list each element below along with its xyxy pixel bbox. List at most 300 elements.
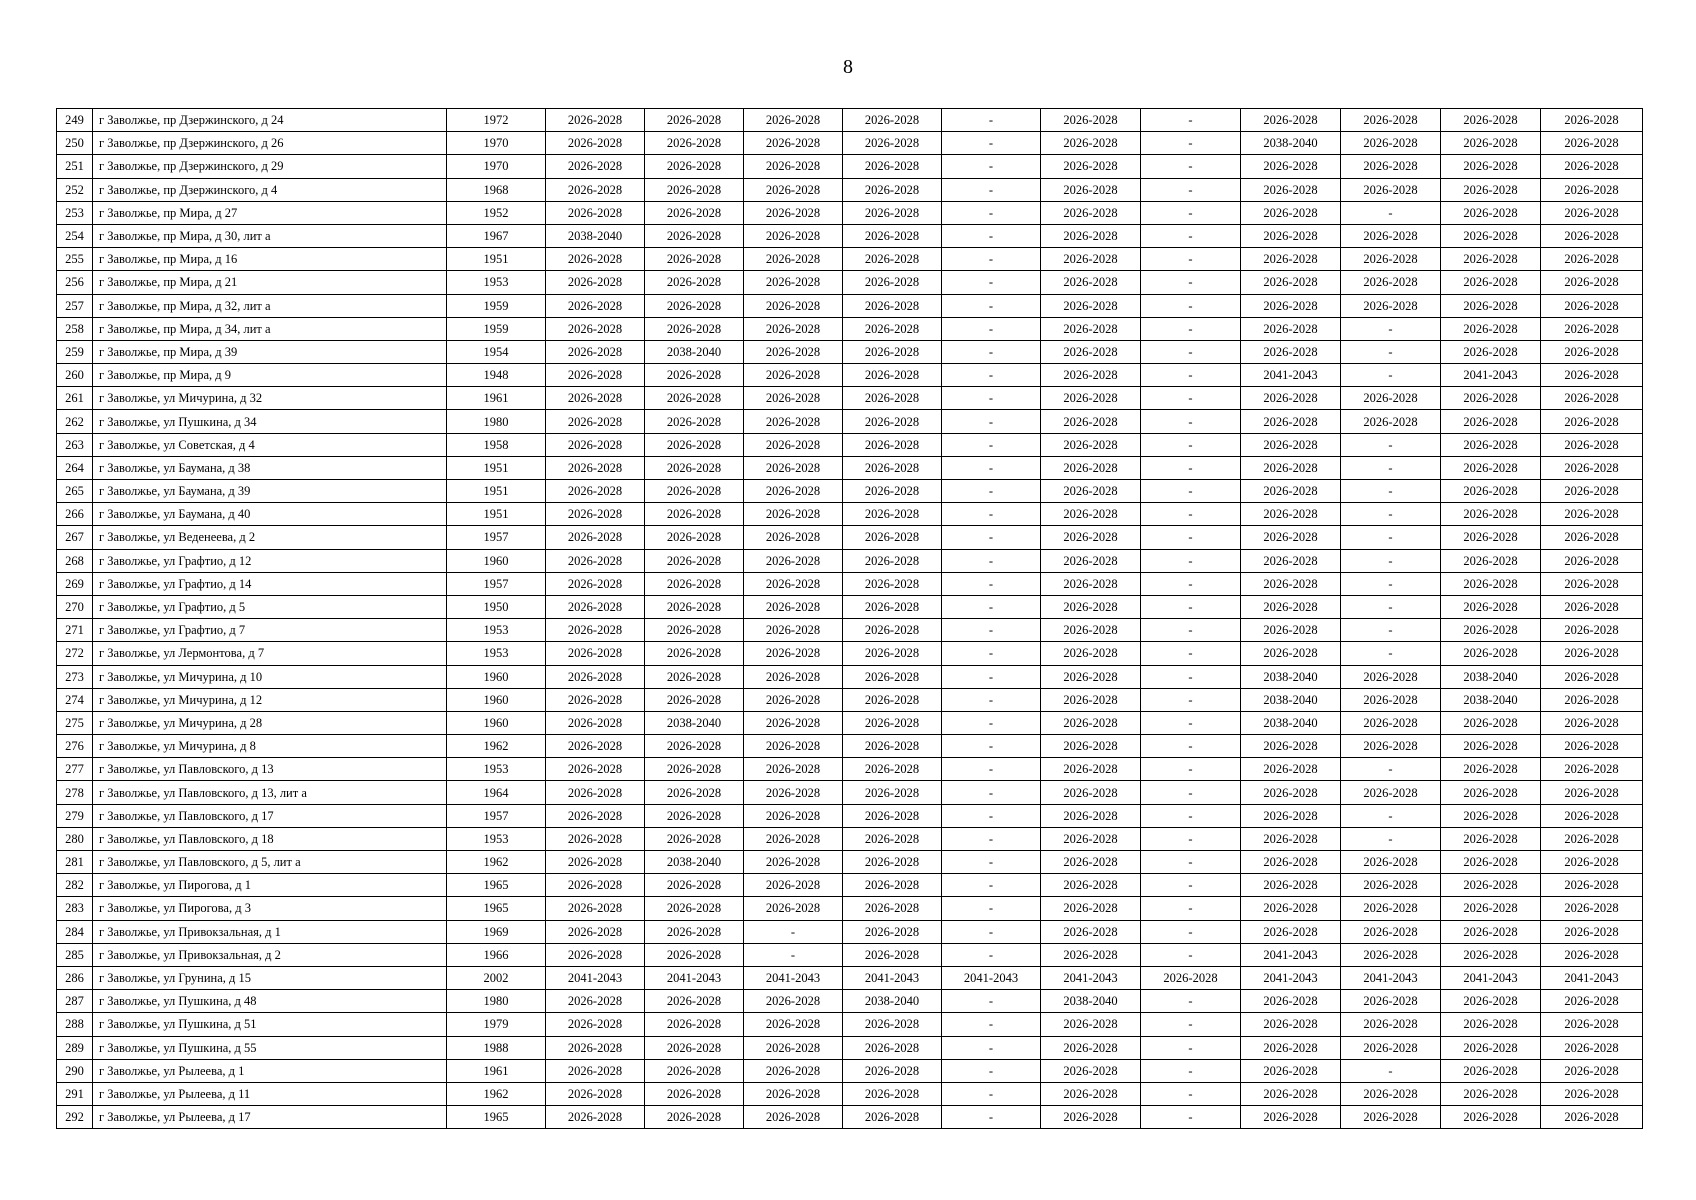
table-row — [57, 503, 1643, 526]
cell-period-11: 2026-2028 — [1541, 294, 1643, 317]
cell-period-9: 2026-2028 — [1341, 781, 1441, 804]
cell-period-4: 2026-2028 — [843, 294, 942, 317]
cell-period-4: 2026-2028 — [843, 1106, 942, 1129]
cell-construction-year: 1951 — [447, 503, 546, 526]
cell-period-3: 2026-2028 — [744, 387, 843, 410]
cell-period-4: 2026-2028 — [843, 248, 942, 271]
cell-period-8: 2026-2028 — [1241, 271, 1341, 294]
cell-period-2: 2026-2028 — [645, 874, 744, 897]
cell-period-4: 2026-2028 — [843, 387, 942, 410]
cell-period-1: 2026-2028 — [546, 804, 645, 827]
cell-period-11: 2026-2028 — [1541, 224, 1643, 247]
cell-period-8: 2026-2028 — [1241, 1082, 1341, 1105]
cell-period-7: - — [1141, 874, 1241, 897]
cell-period-9: - — [1341, 526, 1441, 549]
cell-period-8: 2026-2028 — [1241, 781, 1341, 804]
cell-period-1: 2041-2043 — [546, 966, 645, 989]
cell-period-3: 2026-2028 — [744, 201, 843, 224]
cell-period-10: 2026-2028 — [1441, 178, 1541, 201]
cell-period-3: 2041-2043 — [744, 966, 843, 989]
cell-period-5: - — [942, 735, 1041, 758]
cell-construction-year: 1979 — [447, 1013, 546, 1036]
cell-period-2: 2026-2028 — [645, 433, 744, 456]
cell-period-8: 2038-2040 — [1241, 688, 1341, 711]
cell-period-5: - — [942, 503, 1041, 526]
cell-period-2: 2026-2028 — [645, 688, 744, 711]
cell-period-11: 2026-2028 — [1541, 665, 1643, 688]
cell-period-9: 2026-2028 — [1341, 943, 1441, 966]
cell-period-7: - — [1141, 178, 1241, 201]
cell-period-6: 2026-2028 — [1041, 109, 1141, 132]
cell-period-5: - — [942, 155, 1041, 178]
cell-period-9: 2026-2028 — [1341, 874, 1441, 897]
table-row — [57, 526, 1643, 549]
table-row — [57, 549, 1643, 572]
cell-construction-year: 1965 — [447, 874, 546, 897]
cell-period-1: 2026-2028 — [546, 340, 645, 363]
cell-period-1: 2026-2028 — [546, 503, 645, 526]
cell-period-8: 2041-2043 — [1241, 943, 1341, 966]
table-row — [57, 480, 1643, 503]
cell-row-number: 272 — [57, 642, 93, 665]
cell-period-8: 2026-2028 — [1241, 897, 1341, 920]
cell-address: г Заволжье, ул Баумана, д 38 — [93, 456, 447, 479]
cell-period-3: 2026-2028 — [744, 851, 843, 874]
cell-row-number: 262 — [57, 410, 93, 433]
table-row — [57, 966, 1643, 989]
cell-period-2: 2026-2028 — [645, 804, 744, 827]
cell-period-5: - — [942, 688, 1041, 711]
cell-period-10: 2026-2028 — [1441, 224, 1541, 247]
cell-construction-year: 1953 — [447, 271, 546, 294]
cell-row-number: 287 — [57, 990, 93, 1013]
cell-period-9: 2026-2028 — [1341, 920, 1441, 943]
cell-period-10: 2026-2028 — [1441, 897, 1541, 920]
cell-period-8: 2026-2028 — [1241, 456, 1341, 479]
table-row — [57, 248, 1643, 271]
cell-period-6: 2026-2028 — [1041, 480, 1141, 503]
table-row — [57, 1036, 1643, 1059]
cell-period-10: 2026-2028 — [1441, 619, 1541, 642]
cell-period-9: 2026-2028 — [1341, 1106, 1441, 1129]
cell-period-3: 2026-2028 — [744, 271, 843, 294]
cell-row-number: 258 — [57, 317, 93, 340]
cell-period-10: 2026-2028 — [1441, 781, 1541, 804]
table-row — [57, 456, 1643, 479]
cell-period-11: 2026-2028 — [1541, 503, 1643, 526]
cell-construction-year: 1951 — [447, 480, 546, 503]
cell-period-5: - — [942, 224, 1041, 247]
cell-address: г Заволжье, ул Мичурина, д 32 — [93, 387, 447, 410]
cell-period-5: - — [942, 874, 1041, 897]
cell-period-2: 2026-2028 — [645, 642, 744, 665]
cell-row-number: 286 — [57, 966, 93, 989]
cell-period-5: - — [942, 1036, 1041, 1059]
cell-period-3: 2026-2028 — [744, 224, 843, 247]
cell-period-10: 2038-2040 — [1441, 665, 1541, 688]
cell-period-1: 2026-2028 — [546, 572, 645, 595]
cell-period-10: 2026-2028 — [1441, 874, 1541, 897]
table-row — [57, 572, 1643, 595]
cell-period-11: 2026-2028 — [1541, 433, 1643, 456]
cell-period-8: 2026-2028 — [1241, 201, 1341, 224]
cell-period-6: 2026-2028 — [1041, 1106, 1141, 1129]
cell-period-9: - — [1341, 619, 1441, 642]
cell-period-9: - — [1341, 364, 1441, 387]
cell-period-1: 2026-2028 — [546, 827, 645, 850]
cell-period-8: 2026-2028 — [1241, 526, 1341, 549]
cell-period-2: 2026-2028 — [645, 109, 744, 132]
cell-address: г Заволжье, ул Рылеева, д 1 — [93, 1059, 447, 1082]
cell-period-11: 2026-2028 — [1541, 340, 1643, 363]
cell-period-5: - — [942, 851, 1041, 874]
cell-period-6: 2026-2028 — [1041, 642, 1141, 665]
cell-period-8: 2026-2028 — [1241, 804, 1341, 827]
cell-period-1: 2026-2028 — [546, 642, 645, 665]
cell-period-8: 2026-2028 — [1241, 1106, 1341, 1129]
cell-period-1: 2026-2028 — [546, 711, 645, 734]
table-row — [57, 688, 1643, 711]
cell-period-4: 2026-2028 — [843, 572, 942, 595]
cell-period-7: - — [1141, 132, 1241, 155]
cell-address: г Заволжье, ул Пушкина, д 48 — [93, 990, 447, 1013]
cell-period-10: 2026-2028 — [1441, 155, 1541, 178]
cell-period-6: 2026-2028 — [1041, 711, 1141, 734]
cell-period-10: 2026-2028 — [1441, 248, 1541, 271]
cell-period-6: 2026-2028 — [1041, 549, 1141, 572]
cell-address: г Заволжье, ул Советская, д 4 — [93, 433, 447, 456]
cell-construction-year: 1961 — [447, 387, 546, 410]
cell-period-4: 2026-2028 — [843, 271, 942, 294]
cell-period-11: 2026-2028 — [1541, 480, 1643, 503]
cell-row-number: 284 — [57, 920, 93, 943]
cell-period-2: 2038-2040 — [645, 340, 744, 363]
cell-period-10: 2026-2028 — [1441, 943, 1541, 966]
cell-construction-year: 1960 — [447, 711, 546, 734]
cell-period-7: - — [1141, 711, 1241, 734]
cell-period-1: 2026-2028 — [546, 758, 645, 781]
cell-period-2: 2026-2028 — [645, 920, 744, 943]
table-row — [57, 851, 1643, 874]
cell-period-3: 2026-2028 — [744, 433, 843, 456]
cell-address: г Заволжье, ул Графтио, д 12 — [93, 549, 447, 572]
cell-period-11: 2026-2028 — [1541, 549, 1643, 572]
cell-period-10: 2041-2043 — [1441, 966, 1541, 989]
cell-period-4: 2026-2028 — [843, 665, 942, 688]
cell-period-4: 2026-2028 — [843, 549, 942, 572]
cell-period-1: 2026-2028 — [546, 943, 645, 966]
cell-period-1: 2026-2028 — [546, 920, 645, 943]
cell-period-2: 2026-2028 — [645, 456, 744, 479]
cell-period-10: 2026-2028 — [1441, 804, 1541, 827]
cell-period-11: 2026-2028 — [1541, 317, 1643, 340]
cell-period-6: 2026-2028 — [1041, 735, 1141, 758]
cell-period-7: - — [1141, 201, 1241, 224]
cell-period-5: - — [942, 248, 1041, 271]
cell-period-3: 2026-2028 — [744, 1082, 843, 1105]
cell-address: г Заволжье, пр Дзержинского, д 26 — [93, 132, 447, 155]
table-row — [57, 781, 1643, 804]
cell-period-1: 2026-2028 — [546, 433, 645, 456]
cell-address: г Заволжье, ул Графтио, д 5 — [93, 595, 447, 618]
cell-period-3: - — [744, 943, 843, 966]
table-row — [57, 1013, 1643, 1036]
cell-period-5: - — [942, 758, 1041, 781]
cell-period-6: 2038-2040 — [1041, 990, 1141, 1013]
table-row — [57, 642, 1643, 665]
cell-row-number: 281 — [57, 851, 93, 874]
cell-period-6: 2026-2028 — [1041, 1036, 1141, 1059]
cell-period-5: - — [942, 804, 1041, 827]
cell-period-8: 2026-2028 — [1241, 433, 1341, 456]
cell-construction-year: 1969 — [447, 920, 546, 943]
cell-period-6: 2026-2028 — [1041, 758, 1141, 781]
cell-period-7: - — [1141, 549, 1241, 572]
cell-period-8: 2026-2028 — [1241, 595, 1341, 618]
cell-period-2: 2026-2028 — [645, 1013, 744, 1036]
cell-period-1: 2026-2028 — [546, 317, 645, 340]
cell-period-10: 2026-2028 — [1441, 503, 1541, 526]
cell-period-1: 2026-2028 — [546, 735, 645, 758]
cell-period-4: 2026-2028 — [843, 827, 942, 850]
cell-period-3: 2026-2028 — [744, 1036, 843, 1059]
cell-period-1: 2026-2028 — [546, 1106, 645, 1129]
cell-row-number: 254 — [57, 224, 93, 247]
cell-address: г Заволжье, пр Дзержинского, д 29 — [93, 155, 447, 178]
cell-period-5: - — [942, 1013, 1041, 1036]
cell-period-11: 2026-2028 — [1541, 387, 1643, 410]
cell-period-6: 2026-2028 — [1041, 456, 1141, 479]
cell-period-6: 2026-2028 — [1041, 619, 1141, 642]
cell-period-11: 2026-2028 — [1541, 827, 1643, 850]
table-row — [57, 410, 1643, 433]
cell-period-6: 2026-2028 — [1041, 433, 1141, 456]
cell-construction-year: 1960 — [447, 688, 546, 711]
cell-period-8: 2026-2028 — [1241, 874, 1341, 897]
cell-row-number: 270 — [57, 595, 93, 618]
table-row — [57, 294, 1643, 317]
cell-period-2: 2026-2028 — [645, 178, 744, 201]
cell-period-11: 2026-2028 — [1541, 526, 1643, 549]
cell-period-5: - — [942, 1106, 1041, 1129]
cell-row-number: 250 — [57, 132, 93, 155]
cell-period-11: 2026-2028 — [1541, 851, 1643, 874]
cell-row-number: 251 — [57, 155, 93, 178]
cell-period-11: 2026-2028 — [1541, 1036, 1643, 1059]
cell-period-6: 2026-2028 — [1041, 248, 1141, 271]
cell-construction-year: 1952 — [447, 201, 546, 224]
cell-address: г Заволжье, ул Привокзальная, д 2 — [93, 943, 447, 966]
cell-construction-year: 1959 — [447, 317, 546, 340]
cell-period-3: 2026-2028 — [744, 503, 843, 526]
cell-period-3: - — [744, 920, 843, 943]
cell-period-9: 2026-2028 — [1341, 224, 1441, 247]
cell-period-6: 2026-2028 — [1041, 943, 1141, 966]
cell-period-11: 2041-2043 — [1541, 966, 1643, 989]
table-row — [57, 1059, 1643, 1082]
cell-row-number: 271 — [57, 619, 93, 642]
cell-period-9: 2026-2028 — [1341, 1036, 1441, 1059]
cell-address: г Заволжье, ул Павловского, д 17 — [93, 804, 447, 827]
cell-address: г Заволжье, пр Дзержинского, д 24 — [93, 109, 447, 132]
table-row — [57, 201, 1643, 224]
cell-period-11: 2026-2028 — [1541, 897, 1643, 920]
cell-period-1: 2026-2028 — [546, 456, 645, 479]
cell-period-8: 2026-2028 — [1241, 1059, 1341, 1082]
cell-period-4: 2026-2028 — [843, 897, 942, 920]
cell-period-5: - — [942, 109, 1041, 132]
cell-period-1: 2026-2028 — [546, 109, 645, 132]
cell-period-8: 2026-2028 — [1241, 642, 1341, 665]
cell-period-3: 2026-2028 — [744, 549, 843, 572]
cell-period-5: - — [942, 178, 1041, 201]
cell-period-7: - — [1141, 595, 1241, 618]
cell-period-10: 2026-2028 — [1441, 827, 1541, 850]
cell-period-8: 2026-2028 — [1241, 410, 1341, 433]
cell-period-7: - — [1141, 619, 1241, 642]
cell-period-7: - — [1141, 1013, 1241, 1036]
cell-period-5: - — [942, 642, 1041, 665]
cell-period-3: 2026-2028 — [744, 595, 843, 618]
cell-period-7: - — [1141, 1036, 1241, 1059]
cell-period-7: - — [1141, 340, 1241, 363]
cell-period-1: 2026-2028 — [546, 1059, 645, 1082]
cell-period-3: 2026-2028 — [744, 248, 843, 271]
table-row — [57, 1082, 1643, 1105]
cell-period-6: 2026-2028 — [1041, 1059, 1141, 1082]
cell-period-8: 2038-2040 — [1241, 132, 1341, 155]
cell-period-9: 2026-2028 — [1341, 410, 1441, 433]
cell-period-8: 2026-2028 — [1241, 317, 1341, 340]
cell-period-7: - — [1141, 990, 1241, 1013]
cell-row-number: 249 — [57, 109, 93, 132]
cell-period-4: 2026-2028 — [843, 1082, 942, 1105]
cell-period-7: - — [1141, 1082, 1241, 1105]
cell-address: г Заволжье, ул Павловского, д 18 — [93, 827, 447, 850]
cell-period-3: 2026-2028 — [744, 758, 843, 781]
cell-period-8: 2026-2028 — [1241, 619, 1341, 642]
cell-address: г Заволжье, ул Мичурина, д 12 — [93, 688, 447, 711]
cell-period-4: 2026-2028 — [843, 155, 942, 178]
cell-period-5: - — [942, 294, 1041, 317]
cell-period-7: - — [1141, 781, 1241, 804]
cell-period-3: 2026-2028 — [744, 155, 843, 178]
cell-period-10: 2026-2028 — [1441, 642, 1541, 665]
table-row — [57, 271, 1643, 294]
cell-period-10: 2026-2028 — [1441, 1059, 1541, 1082]
cell-period-9: - — [1341, 804, 1441, 827]
cell-period-1: 2026-2028 — [546, 201, 645, 224]
cell-period-3: 2026-2028 — [744, 642, 843, 665]
cell-period-3: 2026-2028 — [744, 804, 843, 827]
cell-period-2: 2026-2028 — [645, 735, 744, 758]
cell-construction-year: 1960 — [447, 665, 546, 688]
cell-address: г Заволжье, ул Грунина, д 15 — [93, 966, 447, 989]
cell-period-5: - — [942, 990, 1041, 1013]
cell-period-2: 2026-2028 — [645, 526, 744, 549]
cell-period-8: 2026-2028 — [1241, 549, 1341, 572]
cell-period-9: 2026-2028 — [1341, 711, 1441, 734]
cell-period-1: 2026-2028 — [546, 178, 645, 201]
table-row — [57, 665, 1643, 688]
cell-period-6: 2026-2028 — [1041, 572, 1141, 595]
cell-period-2: 2026-2028 — [645, 503, 744, 526]
cell-period-7: - — [1141, 827, 1241, 850]
cell-period-6: 2026-2028 — [1041, 340, 1141, 363]
cell-period-9: - — [1341, 642, 1441, 665]
cell-period-6: 2026-2028 — [1041, 851, 1141, 874]
cell-period-11: 2026-2028 — [1541, 572, 1643, 595]
cell-period-5: - — [942, 1059, 1041, 1082]
cell-address: г Заволжье, пр Мира, д 9 — [93, 364, 447, 387]
table-row — [57, 619, 1643, 642]
cell-period-9: 2026-2028 — [1341, 665, 1441, 688]
cell-period-6: 2026-2028 — [1041, 688, 1141, 711]
cell-period-10: 2038-2040 — [1441, 688, 1541, 711]
cell-row-number: 290 — [57, 1059, 93, 1082]
cell-period-8: 2026-2028 — [1241, 294, 1341, 317]
cell-period-9: - — [1341, 340, 1441, 363]
table-row — [57, 364, 1643, 387]
cell-row-number: 283 — [57, 897, 93, 920]
cell-period-3: 2026-2028 — [744, 572, 843, 595]
cell-address: г Заволжье, пр Мира, д 34, лит а — [93, 317, 447, 340]
cell-period-8: 2038-2040 — [1241, 711, 1341, 734]
cell-row-number: 276 — [57, 735, 93, 758]
cell-period-1: 2038-2040 — [546, 224, 645, 247]
cell-period-1: 2026-2028 — [546, 410, 645, 433]
cell-period-7: - — [1141, 271, 1241, 294]
cell-period-11: 2026-2028 — [1541, 178, 1643, 201]
cell-construction-year: 1950 — [447, 595, 546, 618]
cell-construction-year: 1966 — [447, 943, 546, 966]
cell-period-11: 2026-2028 — [1541, 990, 1643, 1013]
cell-address: г Заволжье, пр Дзержинского, д 4 — [93, 178, 447, 201]
cell-address: г Заволжье, пр Мира, д 16 — [93, 248, 447, 271]
cell-period-5: - — [942, 340, 1041, 363]
cell-period-8: 2026-2028 — [1241, 155, 1341, 178]
cell-period-10: 2026-2028 — [1441, 271, 1541, 294]
table-row — [57, 340, 1643, 363]
cell-period-11: 2026-2028 — [1541, 1059, 1643, 1082]
cell-period-5: - — [942, 387, 1041, 410]
cell-address: г Заволжье, ул Графтио, д 14 — [93, 572, 447, 595]
cell-period-5: - — [942, 619, 1041, 642]
cell-row-number: 257 — [57, 294, 93, 317]
cell-period-10: 2026-2028 — [1441, 317, 1541, 340]
cell-address: г Заволжье, ул Графтио, д 7 — [93, 619, 447, 642]
cell-period-4: 2026-2028 — [843, 109, 942, 132]
cell-period-3: 2026-2028 — [744, 109, 843, 132]
cell-period-11: 2026-2028 — [1541, 271, 1643, 294]
cell-period-10: 2026-2028 — [1441, 851, 1541, 874]
cell-period-2: 2026-2028 — [645, 271, 744, 294]
cell-row-number: 263 — [57, 433, 93, 456]
cell-period-1: 2026-2028 — [546, 155, 645, 178]
cell-period-2: 2038-2040 — [645, 711, 744, 734]
cell-construction-year: 1951 — [447, 456, 546, 479]
cell-period-6: 2026-2028 — [1041, 874, 1141, 897]
cell-period-10: 2026-2028 — [1441, 109, 1541, 132]
cell-period-8: 2026-2028 — [1241, 109, 1341, 132]
table-row — [57, 317, 1643, 340]
cell-period-7: - — [1141, 248, 1241, 271]
cell-period-10: 2026-2028 — [1441, 201, 1541, 224]
cell-period-9: 2026-2028 — [1341, 688, 1441, 711]
cell-period-11: 2026-2028 — [1541, 642, 1643, 665]
table-row — [57, 595, 1643, 618]
cell-period-4: 2026-2028 — [843, 642, 942, 665]
